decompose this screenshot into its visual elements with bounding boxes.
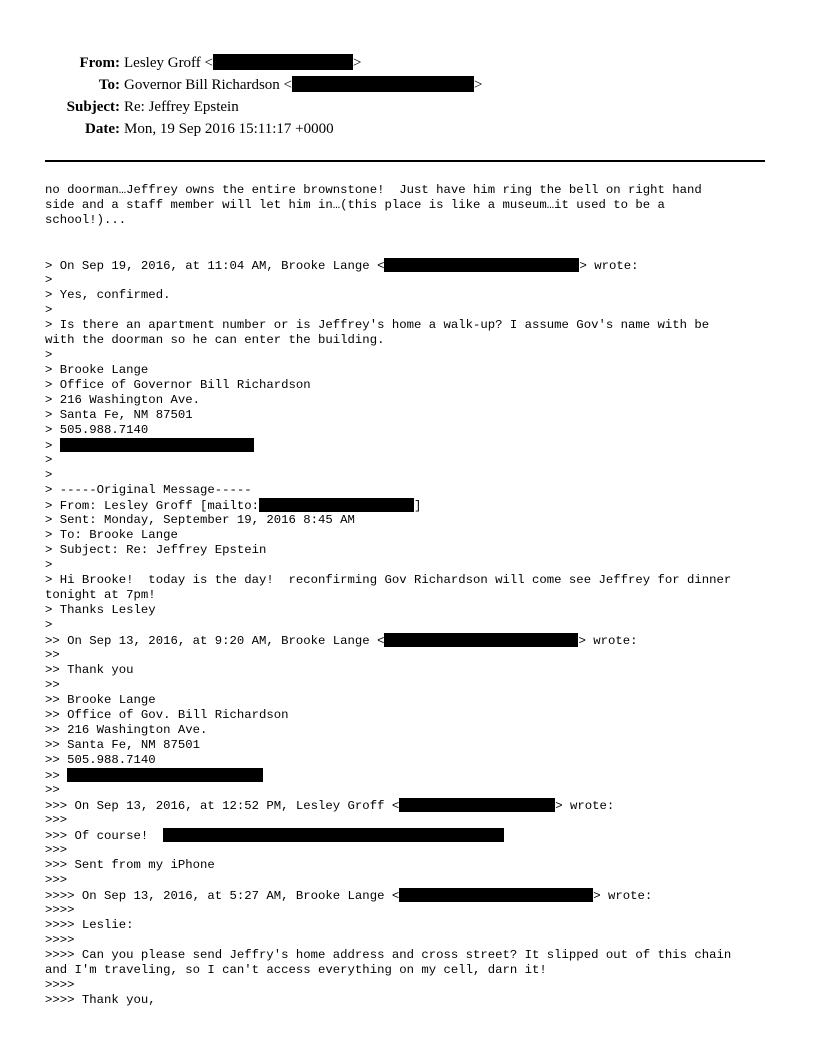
body-line: > bbox=[45, 273, 53, 287]
body-line: > On Sep 19, 2016, at 11:04 AM, Brooke Lange < > wrote: bbox=[45, 259, 639, 273]
body-line: > 505.988.7140 bbox=[45, 423, 149, 437]
body-line bbox=[45, 228, 775, 243]
header-divider bbox=[45, 160, 765, 162]
body-line: >>> bbox=[45, 843, 68, 857]
body-line: >> bbox=[45, 783, 60, 797]
body-line: >>> bbox=[45, 813, 68, 827]
redaction-block bbox=[163, 828, 504, 842]
from-close: > bbox=[353, 55, 362, 71]
body-line: side and a staff member will let him in…(this place is like a museum…it used to be a bbox=[45, 198, 665, 212]
redaction-block bbox=[399, 888, 593, 902]
body-line: >>> bbox=[45, 873, 68, 887]
body-line: >> Office of Gov. Bill Richardson bbox=[45, 708, 289, 722]
from-value: Lesley Groff < bbox=[124, 55, 213, 71]
body-line: > bbox=[45, 348, 53, 362]
body-line: > Office of Governor Bill Richardson bbox=[45, 378, 311, 392]
subject-label: Subject: bbox=[66, 99, 120, 115]
body-line: > bbox=[45, 468, 53, 482]
body-line: > Brooke Lange bbox=[45, 363, 149, 377]
body-line bbox=[45, 243, 775, 258]
body-line: > Thanks Lesley bbox=[45, 603, 156, 617]
to-value: Governor Bill Richardson < bbox=[124, 77, 293, 93]
header-date bbox=[0, 119, 600, 139]
body-line: with the doorman so he can enter the building. bbox=[45, 333, 385, 347]
redaction-block bbox=[384, 258, 579, 272]
body-line: no doorman…Jeffrey owns the entire brownstone! Just have him ring the bell on right hand bbox=[45, 183, 702, 197]
body-line: >>>> bbox=[45, 903, 75, 917]
redaction-block bbox=[384, 633, 578, 647]
body-line: > Hi Brooke! today is the day! reconfirming Gov Richardson will come see Jeffrey for dinner bbox=[45, 573, 732, 587]
body-line: > -----Original Message----- bbox=[45, 483, 252, 497]
email-body bbox=[45, 183, 775, 1008]
date-label: Date: bbox=[85, 121, 120, 137]
body-line: > From: Lesley Groff [mailto: ] bbox=[45, 499, 422, 513]
from-label: From: bbox=[79, 55, 120, 71]
body-line: > Yes, confirmed. bbox=[45, 288, 171, 302]
body-line: >>> Of course! bbox=[45, 828, 775, 843]
body-line: > Sent: Monday, September 19, 2016 8:45 AM bbox=[45, 513, 355, 527]
body-line: >>>> bbox=[45, 978, 75, 992]
body-line: >>>> Thank you, bbox=[45, 993, 156, 1007]
body-line: and I'm traveling, so I can't access everything on my cell, darn it! bbox=[45, 963, 547, 977]
body-line: >>>> Can you please send Jeffry's home address and cross street? It slipped out of this chain bbox=[45, 948, 732, 962]
body-line: >>>> Leslie: bbox=[45, 918, 134, 932]
body-line: >> bbox=[45, 648, 60, 662]
body-line: >> 216 Washington Ave. bbox=[45, 723, 208, 737]
redaction-block bbox=[67, 768, 263, 782]
body-line: >> On Sep 13, 2016, at 9:20 AM, Brooke Lange < > wrote: bbox=[45, 634, 638, 648]
body-line: > To: Brooke Lange bbox=[45, 528, 178, 542]
header-subject bbox=[0, 97, 600, 117]
subject-value: Re: Jeffrey Epstein bbox=[124, 99, 239, 115]
body-line: >>>> bbox=[45, 933, 75, 947]
redaction-block bbox=[213, 54, 353, 70]
date-value: Mon, 19 Sep 2016 15:11:17 +0000 bbox=[124, 121, 334, 137]
to-close: > bbox=[474, 77, 483, 93]
body-line: tonight at 7pm! bbox=[45, 588, 156, 602]
body-line: > bbox=[45, 303, 53, 317]
redaction-block bbox=[60, 438, 254, 452]
redaction-block bbox=[259, 498, 414, 512]
body-line: > Santa Fe, NM 87501 bbox=[45, 408, 193, 422]
header-from bbox=[0, 53, 600, 73]
body-line: >>> On Sep 13, 2016, at 12:52 PM, Lesley Groff < > wrote: bbox=[45, 799, 615, 813]
body-line: >> 505.988.7140 bbox=[45, 753, 156, 767]
header-to bbox=[0, 75, 600, 95]
body-line: >> Santa Fe, NM 87501 bbox=[45, 738, 200, 752]
body-line: > bbox=[45, 558, 53, 572]
body-line: > bbox=[45, 438, 775, 453]
body-line: > bbox=[45, 618, 53, 632]
body-line: >> Thank you bbox=[45, 663, 134, 677]
body-line: > Is there an apartment number or is Jeffrey's home a walk-up? I assume Gov's name with be bbox=[45, 318, 710, 332]
body-line: > bbox=[45, 453, 53, 467]
body-line: > Subject: Re: Jeffrey Epstein bbox=[45, 543, 267, 557]
body-line: >> Brooke Lange bbox=[45, 693, 156, 707]
redaction-block bbox=[399, 798, 555, 812]
body-line: >>>> On Sep 13, 2016, at 5:27 AM, Brooke Lange < > wrote: bbox=[45, 889, 653, 903]
body-line: >> bbox=[45, 768, 775, 783]
body-line: >>> Sent from my iPhone bbox=[45, 858, 215, 872]
body-line: school!)... bbox=[45, 213, 127, 227]
to-label: To: bbox=[98, 77, 120, 93]
redaction-block bbox=[292, 76, 474, 92]
body-line: > 216 Washington Ave. bbox=[45, 393, 200, 407]
body-line: >> bbox=[45, 678, 60, 692]
